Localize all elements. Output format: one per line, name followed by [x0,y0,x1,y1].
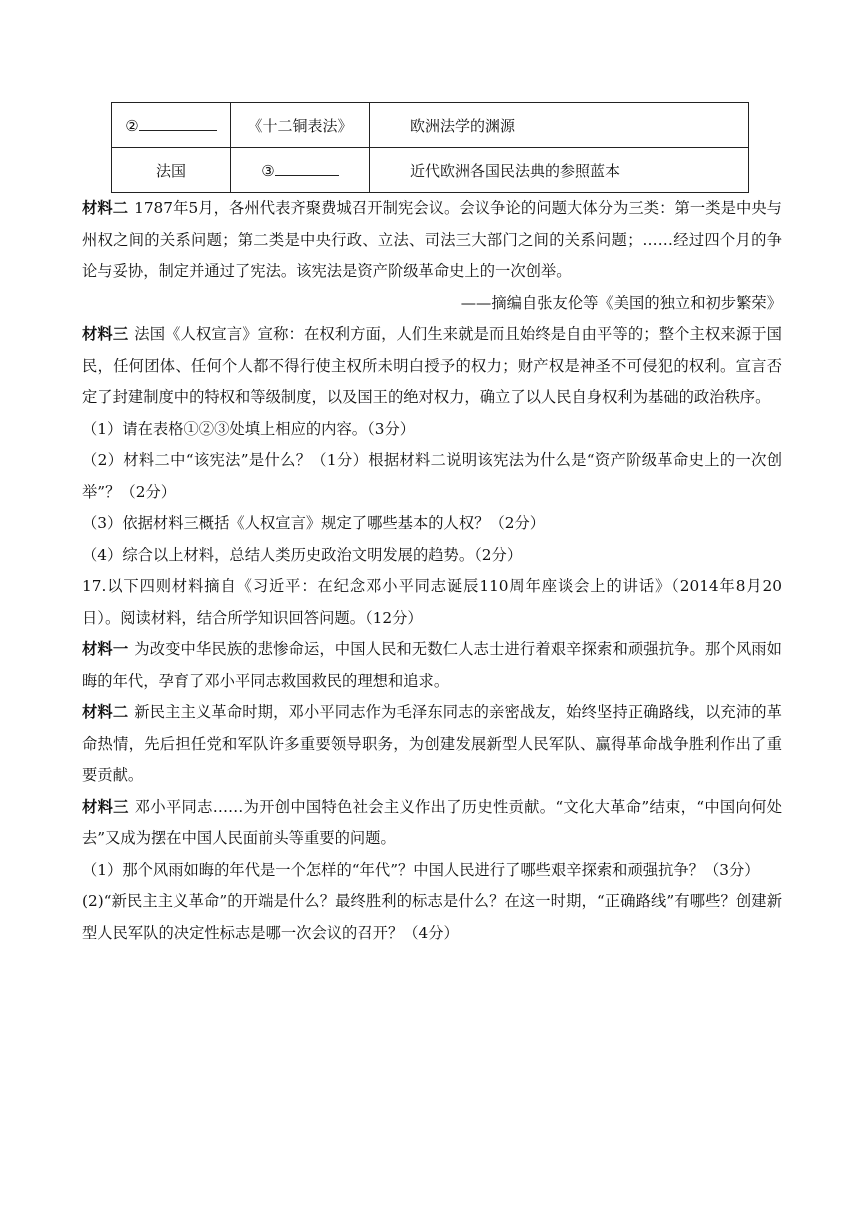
material-3 [82,319,782,414]
material-block [82,193,782,949]
material-2 [82,193,782,288]
material-17-3 [82,792,782,855]
question-17-1: （1）那个风雨如晦的年代是一个怎样的“年代”？中国人民进行了哪些艰辛探索和顽强抗争？（3分） [82,860,760,879]
table-cell: 法国 [112,148,231,193]
law-table [111,102,749,193]
question-16-3: （3）依据材料三概括《人权宣言》规定了哪些基本的人权？（2分） [82,514,546,532]
table-cell [112,103,231,148]
material-source: ——摘编自张友伦等《美国的独立和初步繁荣》 [460,293,782,312]
material-17-2 [82,697,782,792]
material-label: 材料二 [82,199,129,217]
table-row [112,148,749,193]
material-text: 为改变中华民族的悲惨命运，中国人民和无数仁人志士进行着艰辛探索和顽强抗争。那个风雨如晦的年代，孕育了邓小平同志救国救民的理想和追求。 [82,640,782,690]
material-17-1 [82,634,782,697]
material-label: 材料一 [82,640,129,658]
material-text: 邓小平同志……为开创中国特色社会主义作出了历史性贡献。“文化大革命”结束，“中国向何处去”又成为摆在中国人民面前头等重要的问题。 [82,797,782,847]
question-17-intro: 17.以下四则材料摘自《习近平：在纪念邓小平同志诞辰110周年座谈会上的讲话》（2014年8月20日）。阅读材料，结合所学知识回答问题。（12分） [82,577,782,627]
table-row [112,103,749,148]
question-16-1: （1）请在表格①②③处填上相应的内容。（3分） [82,419,416,438]
table-cell: 欧洲法学的渊源 [370,103,749,148]
material-label: 材料二 [82,703,129,721]
table-cell: 《十二铜表法》 [231,103,370,148]
material-label: 材料三 [82,325,129,343]
circle-number: ② [125,116,139,135]
question-17-2: (2)“新民主主义革命”的开端是什么？最终胜利的标志是什么？在这一时期，“正确路线”有哪些？创建新型人民军队的决定性标志是哪一次会议的召开？（4分） [82,892,782,942]
fill-blank[interactable] [139,116,217,131]
material-text: 法国《人权宣言》宣称：在权利方面，人们生来就是而且始终是自由平等的；整个主权来源于国民，任何团体、任何个人都不得行使主权所未明白授予的权力；财产权是神圣不可侵犯的权利。宣言否定了封建制度中的特权和等级制度，以及国王的绝对权力，确立了以人民自身权利为基础的政治秩序。 [82,325,782,406]
question-16-4: （4）综合以上材料，总结人类历史政治文明发展的趋势。（2分） [82,545,523,564]
material-text: 新民主主义革命时期，邓小平同志作为毛泽东同志的亲密战友，始终坚持正确路线，以充沛的革命热情，先后担任党和军队许多重要领导职务，为创建发展新型人民军队、赢得革命战争胜利作出了重要贡献。 [82,703,782,784]
table-cell: 近代欧洲各国民法典的参照蓝本 [370,148,749,193]
circle-number: ③ [261,161,275,180]
material-text: 1787年5月，各州代表齐聚费城召开制宪会议。会议争论的问题大体分为三类：第一类是中央与州权之间的关系问题；第二类是中央行政、立法、司法三大部门之间的关系问题；……经过四个月的争论与妥协，制定并通过了宪法。该宪法是资产阶级革命史上的一次创举。 [82,199,782,280]
table-cell [231,148,370,193]
question-16-2: （2）材料二中“该宪法”是什么？（1分）根据材料二说明该宪法为什么是“资产阶级革命史上的一次创举”？（2分） [82,451,782,501]
fill-blank[interactable] [275,161,339,176]
material-label: 材料三 [82,797,129,816]
